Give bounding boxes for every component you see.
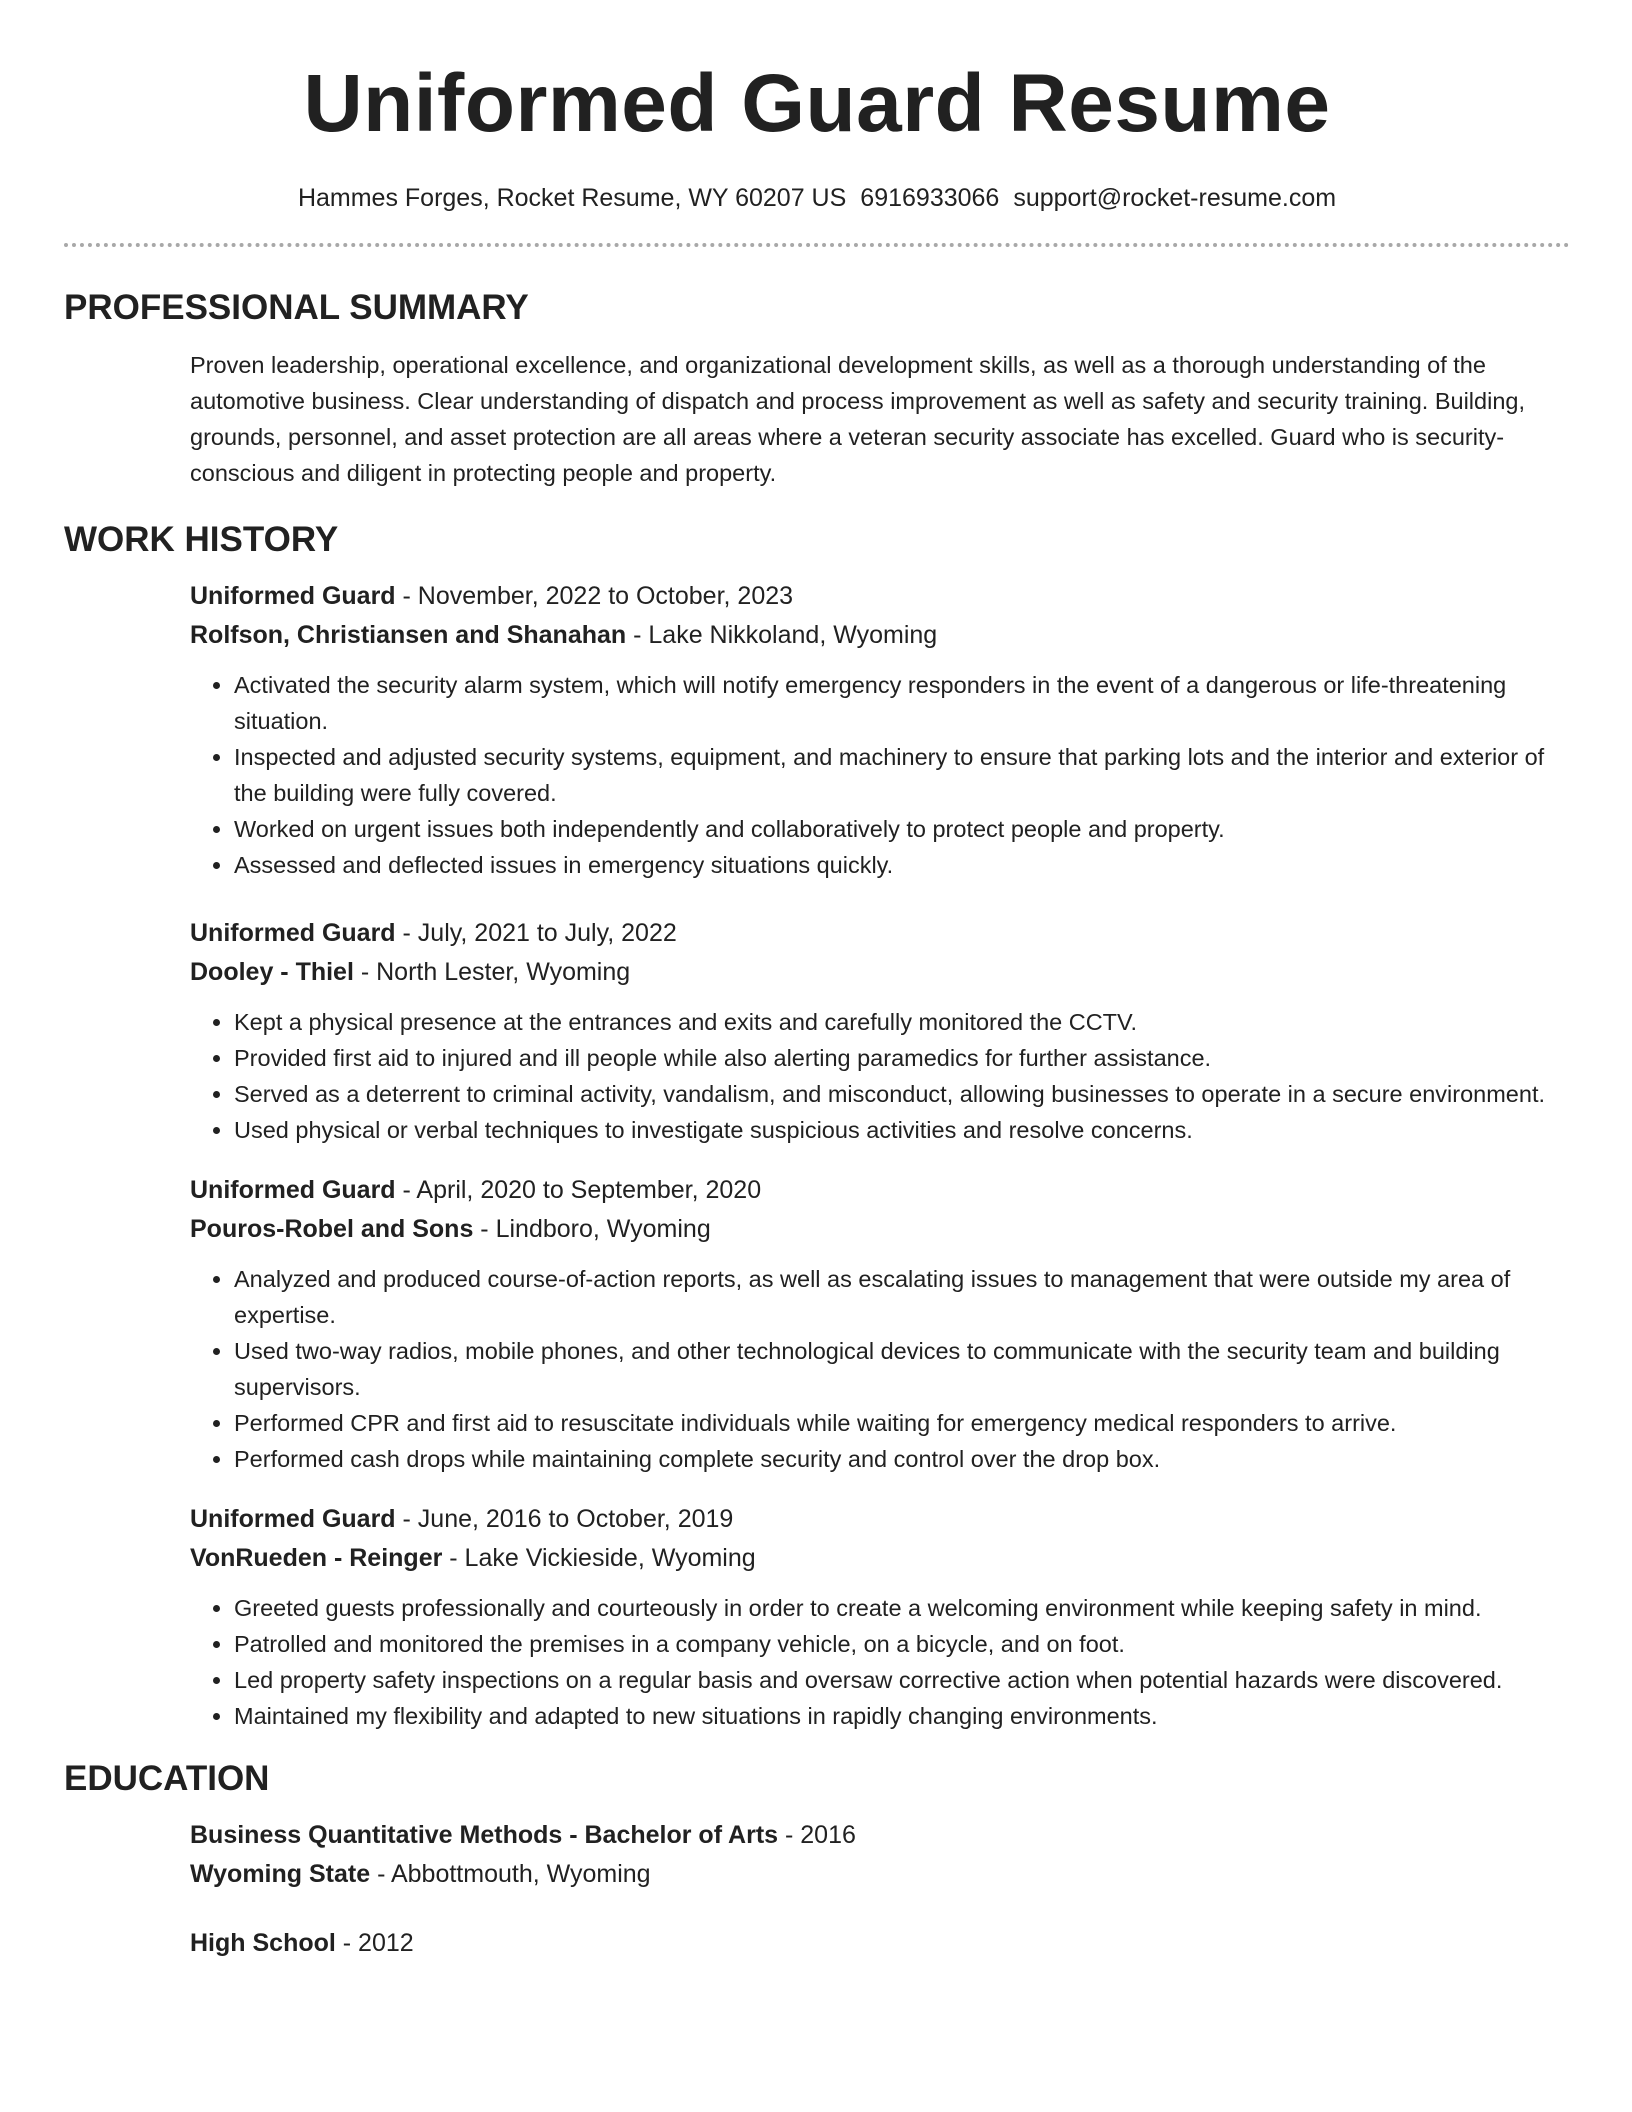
job-dates: - November, 2022 to October, 2023 bbox=[395, 582, 794, 610]
job-title: Uniformed Guard bbox=[190, 919, 396, 947]
job-bullet: • Used two-way radios, mobile phones, and other technological devices to communicate with the security team and building supervisors. bbox=[234, 1333, 1570, 1405]
job-bullet: • Inspected and adjusted security systems, equipment, and machinery to ensure that parking lots and the interior and exterior of the building were fully covered. bbox=[234, 739, 1570, 811]
job-title-line bbox=[190, 1500, 1570, 1539]
job-company: VonRueden - Reinger bbox=[190, 1544, 443, 1572]
education-entry bbox=[190, 1816, 1570, 1894]
job-company-line bbox=[190, 1539, 1570, 1578]
job-title: Uniformed Guard bbox=[190, 1505, 396, 1533]
education-heading: EDUCATION bbox=[64, 1759, 270, 1798]
work-history-heading: WORK HISTORY bbox=[64, 520, 339, 559]
job-company: Rolfson, Christiansen and Shanahan bbox=[190, 621, 627, 649]
education-degree-line bbox=[190, 1816, 1570, 1855]
job-dates: - July, 2021 to July, 2022 bbox=[395, 919, 677, 947]
job-bullets bbox=[190, 1261, 1570, 1477]
job-bullets bbox=[190, 667, 1570, 883]
job-title: Uniformed Guard bbox=[190, 582, 396, 610]
job-bullet: • Activated the security alarm system, which will notify emergency responders in the event of a dangerous or life-threatening situation. bbox=[234, 667, 1570, 739]
job-entry bbox=[190, 914, 1570, 1148]
job-bullet: • Assessed and deflected issues in emergency situations quickly. bbox=[234, 847, 1570, 883]
contact-phone: 6916933066 bbox=[860, 184, 1000, 212]
job-bullet: • Served as a deterrent to criminal activity, vandalism, and misconduct, allowing businesses to operate in a secure environment. bbox=[234, 1076, 1570, 1112]
job-location: - North Lester, Wyoming bbox=[353, 958, 631, 986]
summary-heading: PROFESSIONAL SUMMARY bbox=[64, 288, 529, 327]
job-entry bbox=[190, 1171, 1570, 1477]
work-history-section bbox=[190, 577, 1570, 1734]
summary-section bbox=[190, 347, 1570, 491]
job-title-line bbox=[190, 577, 1570, 616]
job-company-line bbox=[190, 1210, 1570, 1249]
job-bullet: • Patrolled and monitored the premises in a company vehicle, on a bicycle, and on foot. bbox=[234, 1626, 1570, 1662]
job-company-line bbox=[190, 953, 1570, 992]
job-bullet: • Used physical or verbal techniques to investigate suspicious activities and resolve concerns. bbox=[234, 1112, 1570, 1148]
contact-address: Hammes Forges, Rocket Resume, WY 60207 US bbox=[297, 184, 847, 212]
job-entry bbox=[190, 1500, 1570, 1734]
education-degree: Business Quantitative Methods - Bachelor of Arts bbox=[190, 1821, 779, 1849]
job-location: - Lindboro, Wyoming bbox=[473, 1215, 711, 1243]
job-title-line bbox=[190, 1171, 1570, 1210]
job-bullet: • Maintained my flexibility and adapted to new situations in rapidly changing environments. bbox=[234, 1698, 1570, 1734]
job-bullet: • Kept a physical presence at the entrances and exits and carefully monitored the CCTV. bbox=[234, 1004, 1570, 1040]
job-bullet: • Led property safety inspections on a regular basis and oversaw corrective action when potential hazards were discovered. bbox=[234, 1662, 1570, 1698]
contact-line bbox=[64, 181, 1570, 215]
job-company: Pouros-Robel and Sons bbox=[190, 1215, 474, 1243]
education-location: - Abbottmouth, Wyoming bbox=[370, 1860, 651, 1888]
education-degree-line bbox=[190, 1924, 1570, 1963]
education-year: - 2016 bbox=[778, 1821, 856, 1849]
job-company-line bbox=[190, 616, 1570, 655]
education-school: Wyoming State bbox=[190, 1860, 371, 1888]
job-bullets bbox=[190, 1590, 1570, 1734]
job-bullet: • Performed CPR and first aid to resuscitate individuals while waiting for emergency medical responders to arrive. bbox=[234, 1405, 1570, 1441]
job-title-line bbox=[190, 914, 1570, 953]
summary-text: Proven leadership, operational excellence, and organizational development skills, as well as a thorough understanding of the automotive business. Clear understanding of dispatch and process improvement as well as safety and security training. Building, grounds, personnel, and asset protection are all areas where a veteran security associate has excelled. Guard who is security-conscious and diligent in protecting people and property. bbox=[190, 352, 1525, 486]
education-section bbox=[190, 1816, 1570, 1963]
job-location: - Lake Nikkoland, Wyoming bbox=[626, 621, 938, 649]
education-degree: High School bbox=[190, 1929, 336, 1957]
job-dates: - April, 2020 to September, 2020 bbox=[395, 1176, 762, 1204]
contact-email: support@rocket-resume.com bbox=[1013, 184, 1337, 212]
job-title: Uniformed Guard bbox=[190, 1176, 396, 1204]
job-entry bbox=[190, 577, 1570, 883]
job-bullet: • Greeted guests professionally and courteously in order to create a welcoming environment while keeping safety in mind. bbox=[234, 1590, 1570, 1626]
job-bullet: • Provided first aid to injured and ill people while also alerting paramedics for further assistance. bbox=[234, 1040, 1570, 1076]
job-bullet: • Performed cash drops while maintaining complete security and control over the drop box. bbox=[234, 1441, 1570, 1477]
resume-title: Uniformed Guard Resume bbox=[303, 58, 1331, 149]
education-entry bbox=[190, 1924, 1570, 1963]
job-dates: - June, 2016 to October, 2019 bbox=[395, 1505, 734, 1533]
job-bullet: • Analyzed and produced course-of-action reports, as well as escalating issues to management that were outside my area of expertise. bbox=[234, 1261, 1570, 1333]
education-year: - 2012 bbox=[335, 1929, 414, 1957]
education-school-line bbox=[190, 1855, 1570, 1894]
job-location: - Lake Vickieside, Wyoming bbox=[442, 1544, 756, 1572]
job-bullets bbox=[190, 1004, 1570, 1148]
header-divider bbox=[64, 243, 1570, 247]
job-bullet: • Worked on urgent issues both independently and collaboratively to protect people and property. bbox=[234, 811, 1570, 847]
job-company: Dooley - Thiel bbox=[190, 958, 354, 986]
